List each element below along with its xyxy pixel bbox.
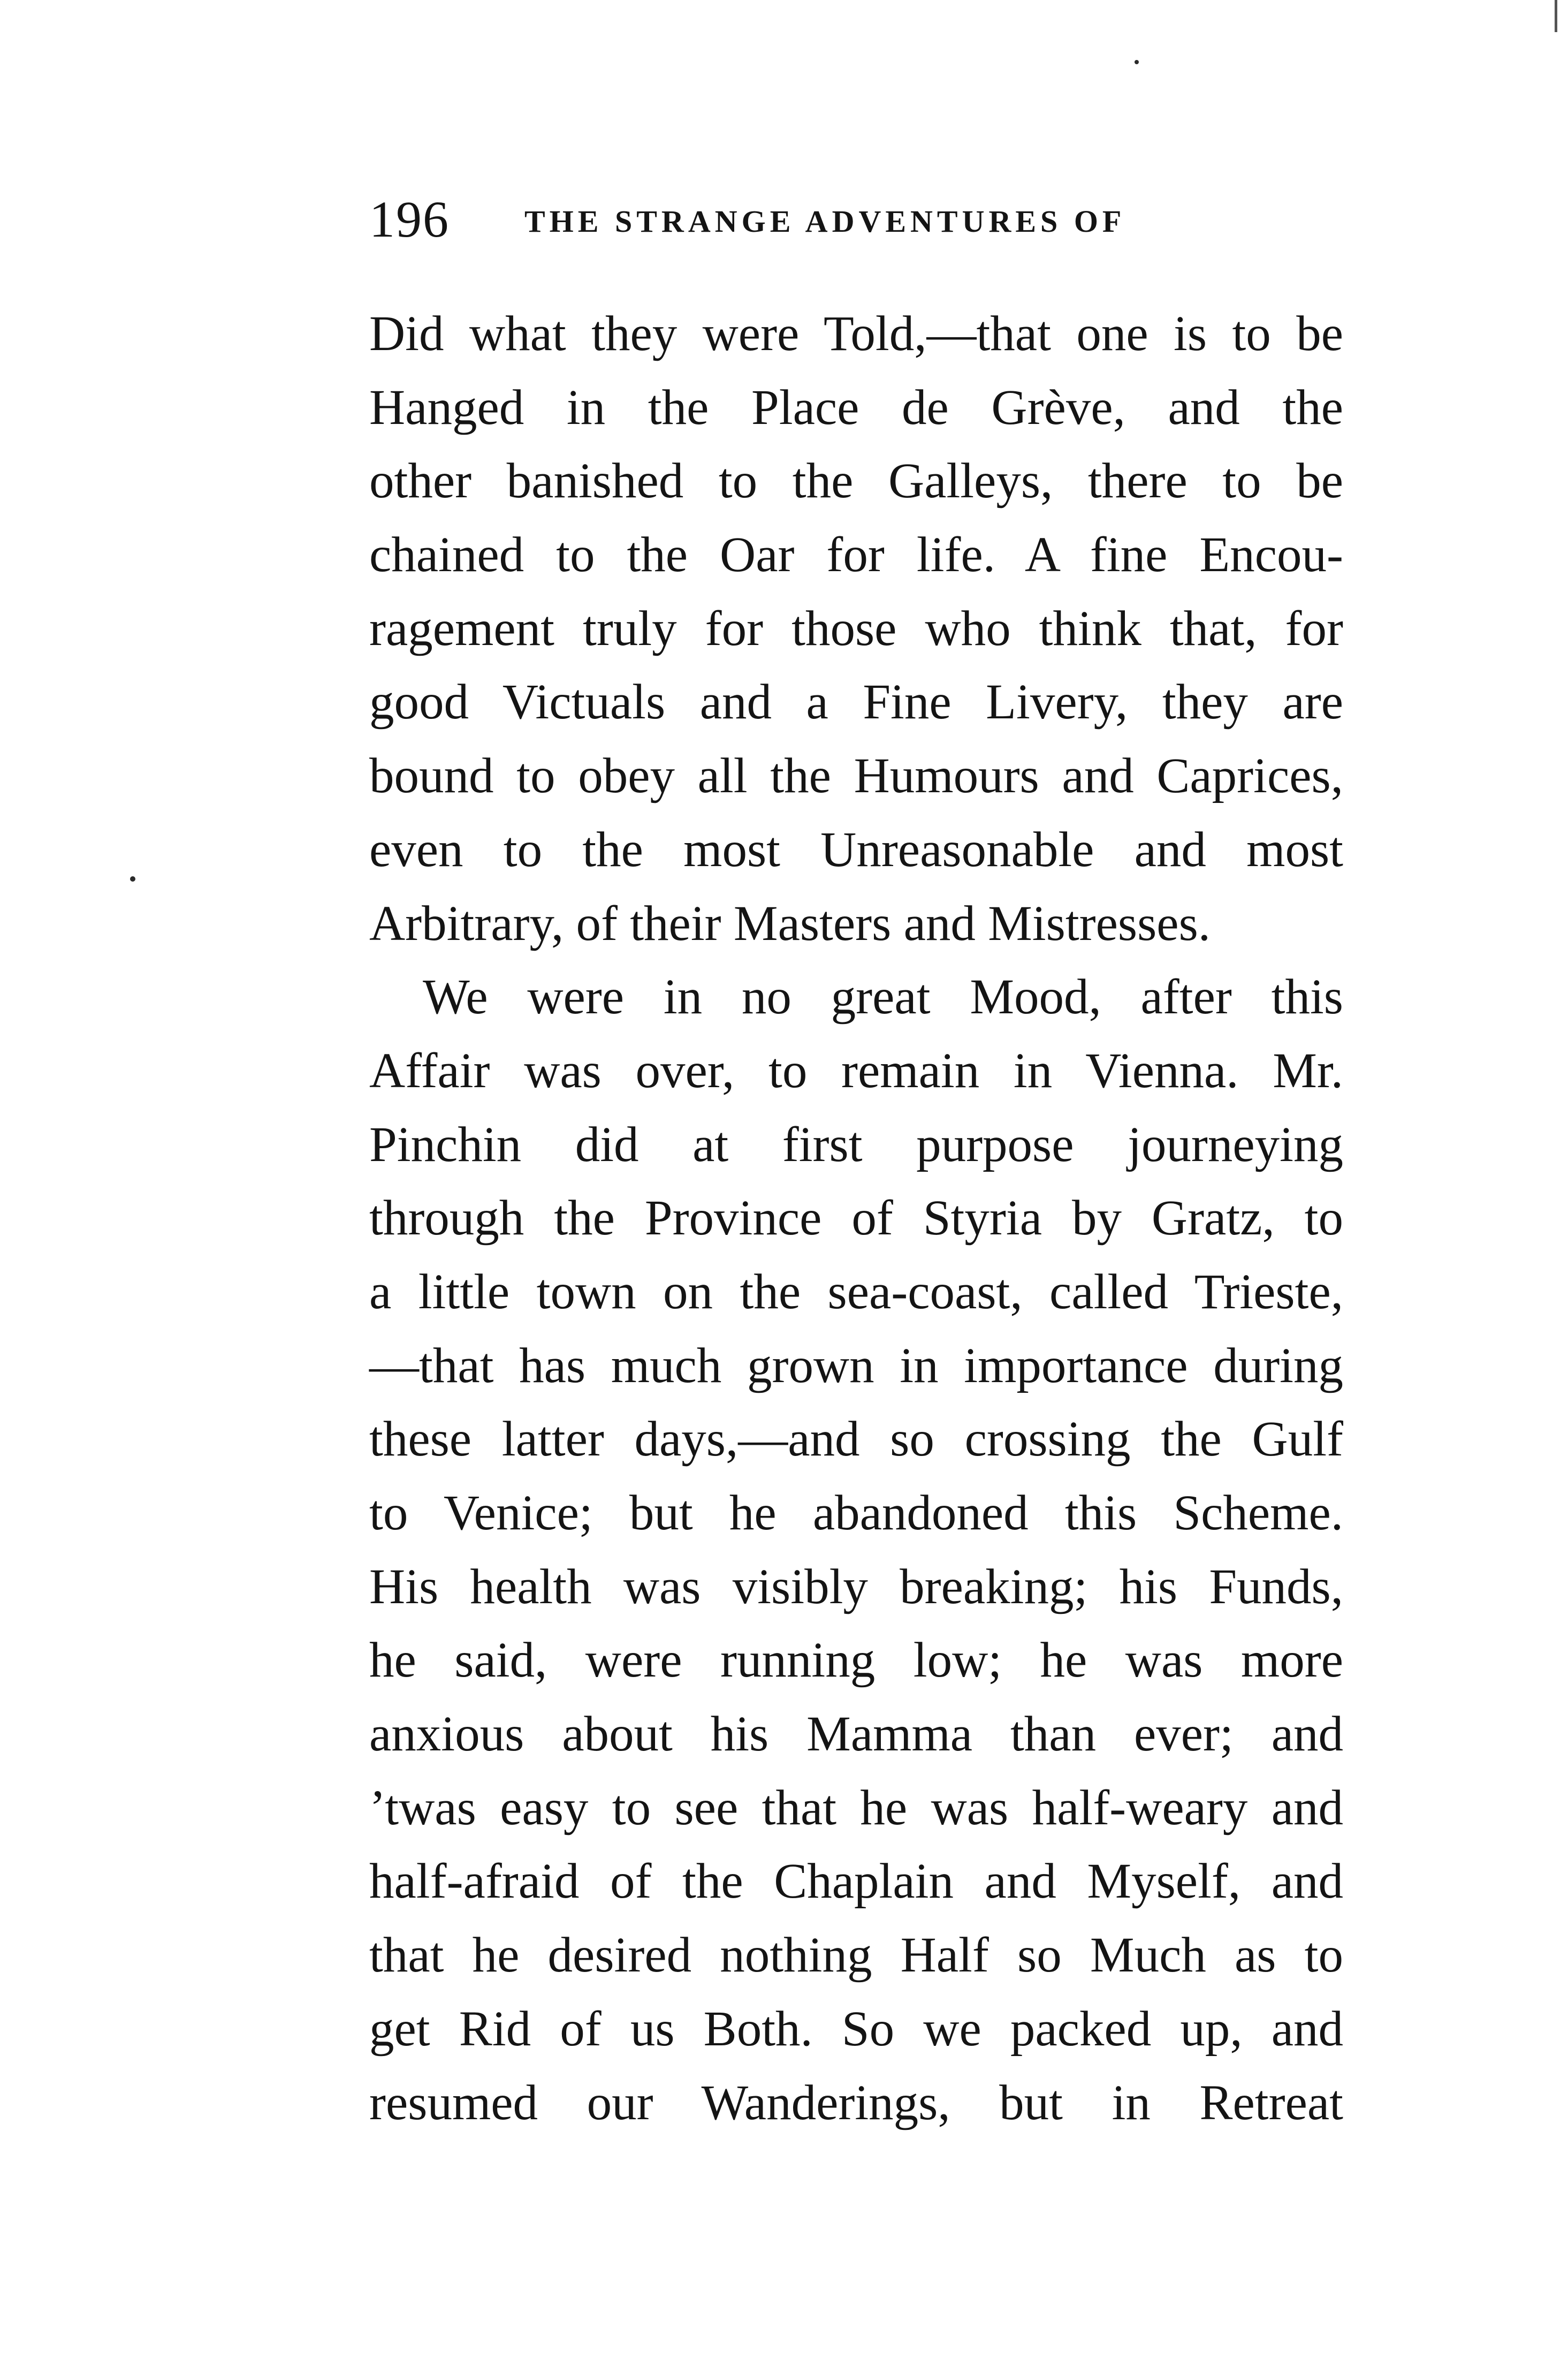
text-line: chained to the Oar for life. A fine Encou- (369, 527, 1343, 583)
page-number: 196 (369, 191, 450, 248)
text-line: a little town on the sea-coast, called Trieste, (369, 1264, 1343, 1319)
text-line: even to the most Unreasonable and most (369, 822, 1343, 877)
text-line: these latter days,—and so crossing the Gulf (369, 1412, 1343, 1467)
text-line: ’twas easy to see that he was half-weary and (369, 1780, 1343, 1836)
text-line: get Rid of us Both. So we packed up, and (369, 2001, 1343, 2057)
scan-speck (1135, 60, 1139, 64)
text-line: half-afraid of the Chaplain and Myself, and (369, 1854, 1343, 1909)
text-line: through the Province of Styria by Gratz, to (369, 1190, 1343, 1246)
text-line: that he desired nothing Half so Much as to (369, 1928, 1343, 1983)
text-line: Pinchin did at first purpose journeying (369, 1117, 1343, 1172)
text-line: to Venice; but he abandoned this Scheme. (369, 1485, 1343, 1541)
text-line: —that has much grown in importance during (369, 1338, 1343, 1393)
text-line: good Victuals and a Fine Livery, they are (369, 674, 1343, 730)
text-line: His health was visibly breaking; his Funds, (369, 1559, 1343, 1614)
text-line: Hanged in the Place de Grève, and the (369, 380, 1343, 435)
running-title: THE STRANGE ADVENTURES OF (524, 204, 1126, 239)
text-line: Arbitrary, of their Masters and Mistresses. (369, 896, 1211, 951)
text-line: anxious about his Mamma than ever; and (369, 1706, 1343, 1762)
text-line: other banished to the Galleys, there to be (369, 453, 1343, 509)
scan-edge-mark (1555, 0, 1557, 32)
text-line: he said, were running low; he was more (369, 1633, 1343, 1688)
running-head (369, 190, 1343, 249)
text-line: resumed our Wanderings, but in Retreat (369, 2075, 1343, 2130)
text-line: bound to obey all the Humours and Caprices, (369, 748, 1343, 804)
scan-speck (130, 876, 135, 882)
text-line: We were in no great Mood, after this (423, 969, 1343, 1025)
body-text (369, 297, 1343, 2140)
text-line: Did what they were Told,—that one is to be (369, 306, 1343, 361)
text-line: ragement truly for those who think that, for (369, 601, 1343, 656)
text-line: Affair was over, to remain in Vienna. Mr. (369, 1043, 1343, 1098)
